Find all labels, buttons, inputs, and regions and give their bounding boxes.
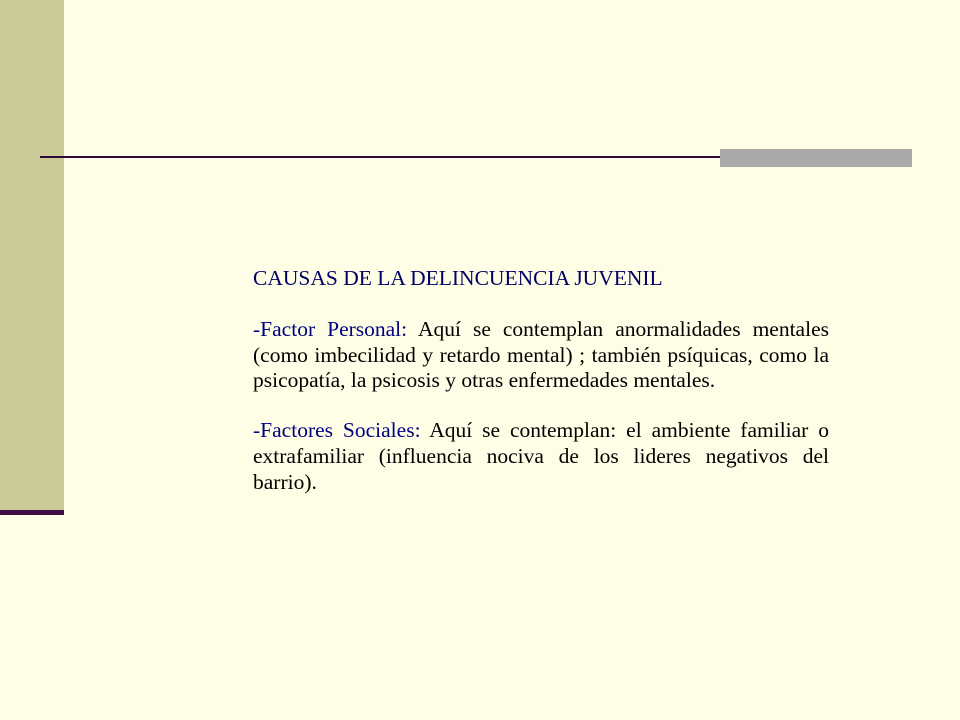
paragraph-factores-sociales [253,418,829,495]
term-factores-sociales: Factores Sociales: [260,418,421,443]
paragraph-text: Aquí se contemplan anormalidades mentales (como imbecilidad y retardo mental) ; también psíquicas, como la psicopatía, la psicosis y otras enfermedades mentales. [253,316,829,393]
decorative-sidebar [0,0,64,512]
sidebar-bottom-rule [0,510,64,515]
header-rule-accent [720,149,912,167]
paragraph-text: Aquí se contemplan: el ambiente familiar o extrafamiliar (influencia nociva de los lideres negativos del barrio). [253,418,829,494]
paragraph-dash: - [253,316,261,341]
term-factor-personal: Factor Personal: [260,316,408,341]
paragraph-dash: - [253,418,261,443]
slide-content [253,266,829,496]
slide-title: CAUSAS DE LA DELINCUENCIA JUVENIL [253,266,663,290]
paragraph-factor-personal [253,317,829,394]
